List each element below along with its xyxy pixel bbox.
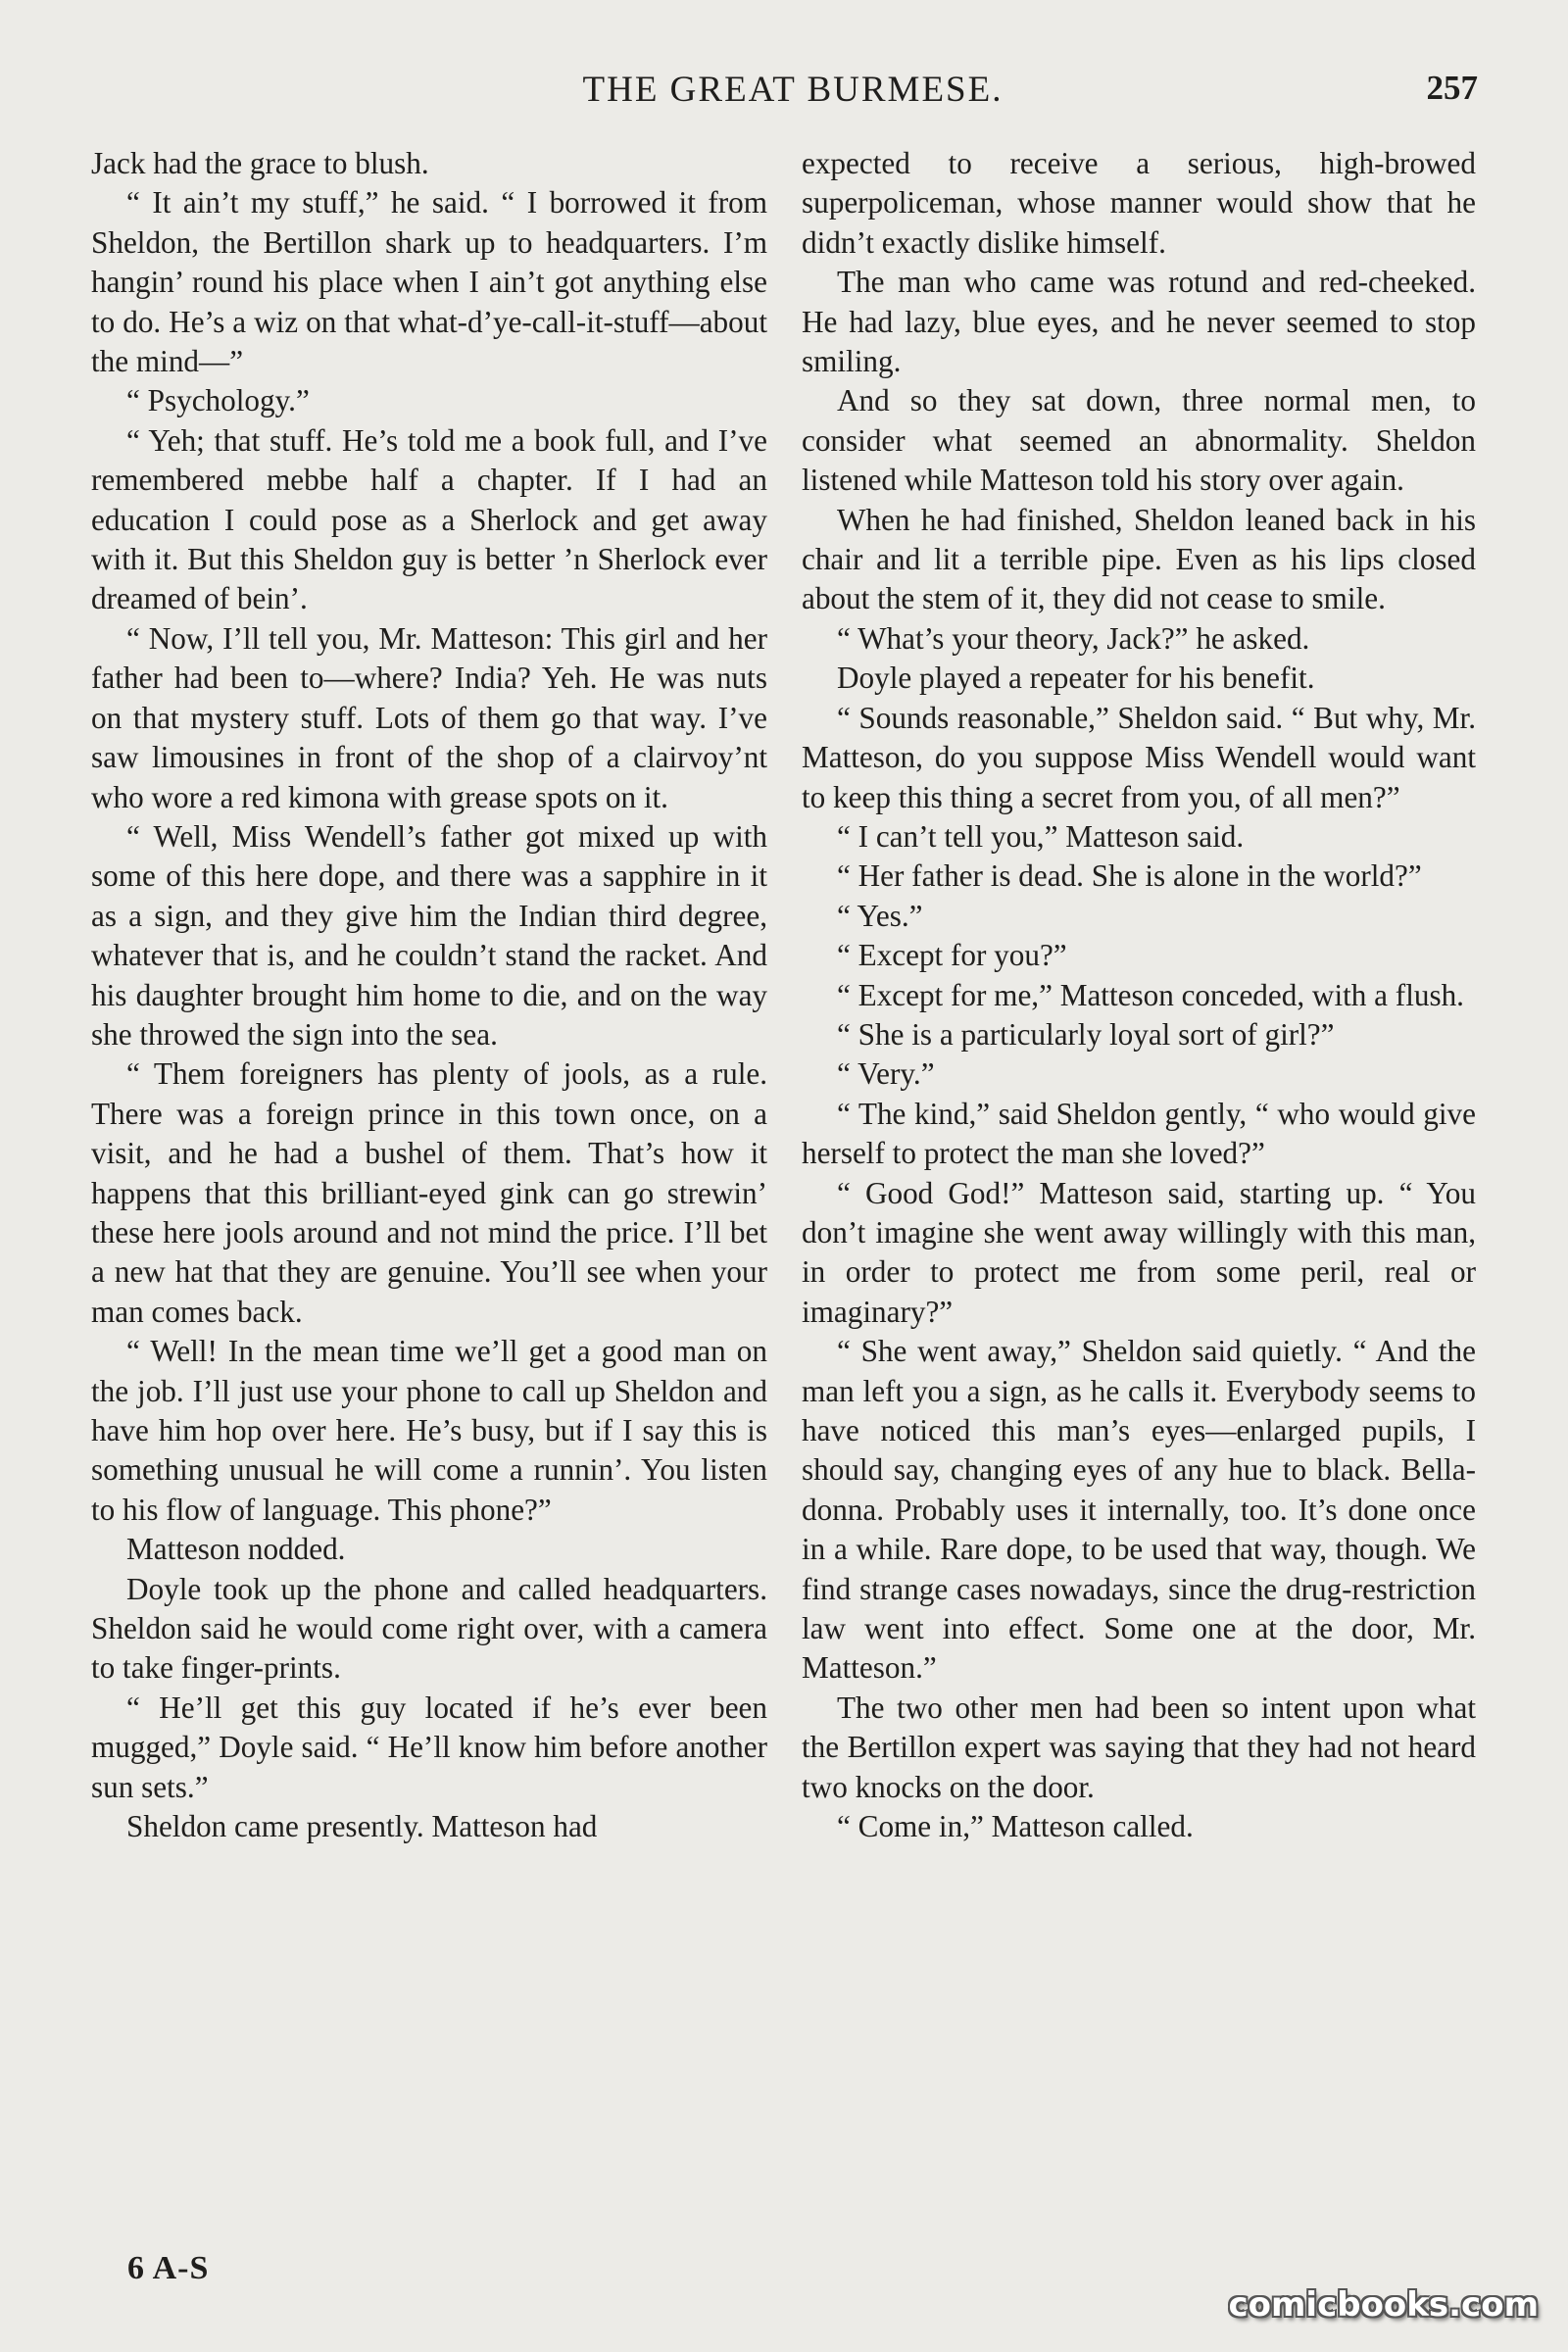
paragraph: “ Yeh; that stuff. He’s told me a book full, and I’ve remembered mebbe half a chapter. If I had an education I could pose as a Sherlock and get away with it. But this Sheldon guy is better ’n Sherlock ever dreamed of bein’. bbox=[91, 422, 767, 616]
paragraph: “ Them foreigners has plenty of jools, as a rule. There was a foreign prince in this town once, on a visit, and he had a bushel of them. That’s how it happens that this brilliant-eyed gink can go strewin’ these here jools around and not mind the price. I’ll bet a new hat that they are genuine. You’ll see when your man comes back. bbox=[91, 1056, 767, 1329]
paragraph: “ Very.” bbox=[837, 1056, 935, 1092]
paragraph: The man who came was rotund and red-cheeked. He had lazy, blue eyes, and he never seemed to stop smiling. bbox=[802, 265, 1476, 379]
paragraph: “ What’s your theory, Jack?” he asked. bbox=[837, 620, 1310, 656]
paragraph: Doyle played a repeater for his benefit. bbox=[837, 661, 1315, 696]
paragraph: When he had finished, Sheldon leaned back in his chair and lit a terrible pipe. Even as his lips closed about the stem of it, they did not cease to smile. bbox=[802, 502, 1476, 616]
paragraph: “ The kind,” said Sheldon gently, “ who would give herself to protect the man she loved?” bbox=[802, 1096, 1476, 1171]
paragraph: “ Now, I’ll tell you, Mr. Matteson: This girl and her father had been to—where? India? Yeh. He was nuts on that mystery stuff. Lots of them go that way. I’ve saw limousines in front of the shop of a clairvoy’nt who wore a red kimona with grease spots on it. bbox=[91, 620, 767, 814]
paragraph: Matteson nodded. bbox=[126, 1532, 346, 1567]
paragraph: “ Except for me,” Matteson conceded, with a flush. bbox=[837, 977, 1464, 1012]
right-column bbox=[802, 144, 1476, 1846]
watermark: comicbooks.com bbox=[1228, 2285, 1539, 2325]
paragraph: “ Come in,” Matteson called. bbox=[837, 1809, 1194, 1844]
paragraph: “ Psychology.” bbox=[126, 383, 310, 418]
paragraph: “ Yes.” bbox=[837, 898, 923, 933]
paragraph: “ Well, Miss Wendell’s father got mixed up with some of this here dope, and there was a sapphire in it as a sign, and they give him the Indian third degree, whatever that is, and he couldn’t stand the racket. And his daughter brought him home to die, and on the way she throwed the sign into the sea. bbox=[91, 818, 767, 1052]
left-column bbox=[91, 144, 767, 1846]
paragraph: The two other men had been so intent upon what the Bertillon expert was saying that they had not heard two knocks on the door. bbox=[802, 1690, 1476, 1804]
paragraph: “ I can’t tell you,” Matteson said. bbox=[837, 818, 1245, 854]
paragraph: And so they sat down, three normal men, to consider what seemed an abnormality. Sheldon listened while Matteson told his story over again. bbox=[802, 383, 1476, 498]
paragraph: “ Sounds reasonable,” Sheldon said. “ But why, Mr. Matteson, do you suppose Miss Wendell would want to keep this thing a secret from you, of all men?” bbox=[802, 700, 1476, 814]
paragraph: “ Her father is dead. She is alone in the world?” bbox=[837, 858, 1422, 894]
paragraph: “ It ain’t my stuff,” he said. “ I borrowed it from Sheldon, the Bertillon shark up to headquarters. I’m hangin’ round his place when I ain’t got anything else to do. He’s a wiz on that what-d’ye-call-it-stuff—about the mind—” bbox=[91, 185, 767, 379]
paragraph: Doyle took up the phone and called headquarters. Sheldon said he would come right over, with a camera to take finger-prints. bbox=[91, 1571, 767, 1686]
paragraph: “ She is a particularly loyal sort of girl?” bbox=[837, 1016, 1335, 1052]
paragraph: “ Good God!” Matteson said, starting up. “ You don’t imagine she went away willingly with this man, in order to protect me from some peril, real or imaginary?” bbox=[802, 1175, 1476, 1329]
paragraph: “ She went away,” Sheldon said quietly. “ And the man left you a sign, as he calls it. Everybody seems to have noticed this man’s eyes—enlarged pupils, I should say, changing eyes of any hue to black. Bella-donna. Probably uses it internally, too. It’s done once in a while. Rare dope, to be used that way, though. We find strange cases nowadays, since the drug-restriction law went into effect. Some one at the door, Mr. Matteson.” bbox=[802, 1334, 1476, 1686]
signature-mark: 6 A-S bbox=[127, 2250, 210, 2286]
paragraph: “ Well! In the mean time we’ll get a good man on the job. I’ll just use your phone to call up Sheldon and have him hop over here. He’s busy, but if I say this is something unusual he will come a runnin’. You listen to his flow of language. This phone?” bbox=[91, 1334, 767, 1527]
page-number: 257 bbox=[1426, 69, 1478, 107]
paragraph: “ He’ll get this guy located if he’s ever been mugged,” Doyle said. “ He’ll know him before another sun sets.” bbox=[91, 1690, 767, 1804]
paragraph: Sheldon came presently. Matteson had bbox=[126, 1809, 598, 1844]
running-title: THE GREAT BURMESE. bbox=[582, 70, 1004, 110]
paragraph: “ Except for you?” bbox=[837, 938, 1067, 973]
paragraph: expected to receive a serious, high-browed superpoliceman, whose manner would show that he didn’t exactly dislike himself. bbox=[802, 146, 1476, 260]
page-header bbox=[108, 69, 1478, 118]
paragraph: Jack had the grace to blush. bbox=[91, 146, 429, 180]
